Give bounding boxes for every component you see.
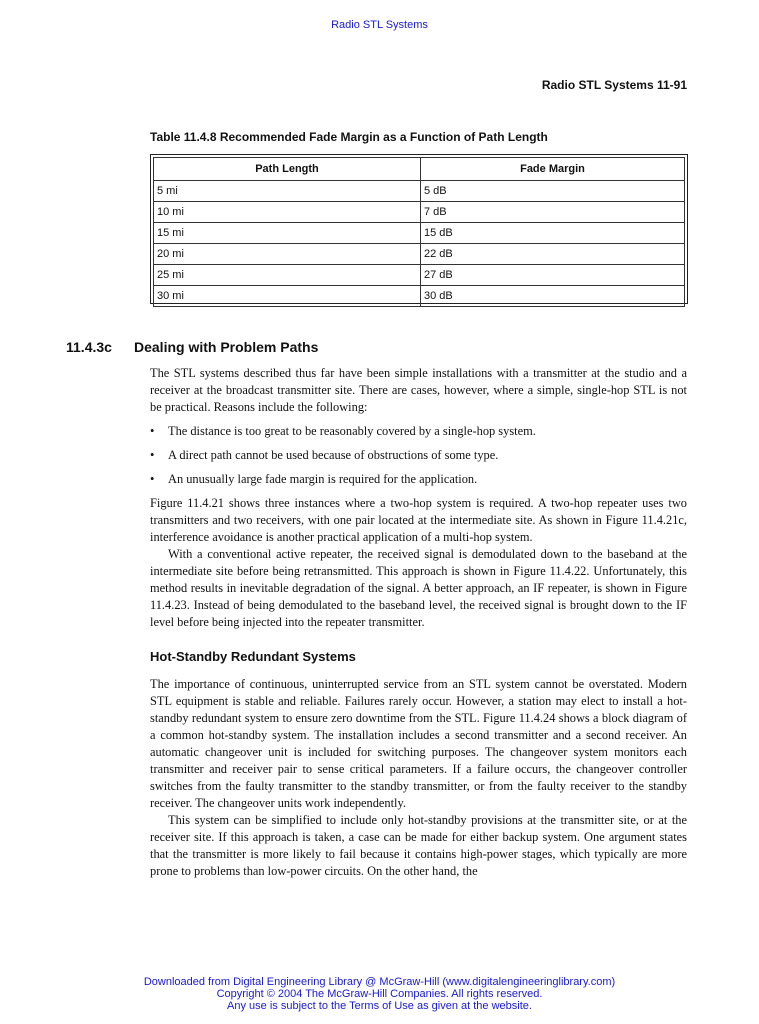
path-length-cell: 20 mi — [154, 244, 421, 265]
top-header-link[interactable]: Radio STL Systems — [331, 19, 428, 31]
footer — [0, 976, 759, 1012]
body-paragraph: This system can be simplified to include only hot-standby provisions at the transmitter site, or at the receiver site. If this approach is taken, a case can be made for either backup system. One argument states that the transmitter is more likely to fail because it contains high-power stages, which typically are more prone to problems than low-power circuits. On the other hand, the — [150, 813, 687, 878]
fade-margin-table — [153, 157, 685, 307]
section-body — [150, 365, 687, 631]
fade-margin-table-frame — [150, 154, 688, 304]
footer-terms-link[interactable]: Any use is subject to the Terms of Use as given at the website. — [227, 1000, 532, 1012]
fade-margin-cell: 15 dB — [421, 223, 685, 244]
table-row — [154, 244, 685, 265]
running-head: Radio STL Systems 11-91 — [541, 78, 687, 92]
table-row — [154, 202, 685, 223]
subsection-heading: Hot-Standby Redundant Systems — [150, 649, 356, 664]
section-heading — [66, 339, 318, 355]
column-header: Fade Margin — [421, 158, 685, 181]
path-length-cell: 15 mi — [154, 223, 421, 244]
fade-margin-cell: 5 dB — [421, 181, 685, 202]
list-item: • An unusually large fade margin is required for the application. — [150, 472, 478, 486]
list-item: • A direct path cannot be used because of obstructions of some type. — [150, 448, 499, 462]
intro-paragraph: The STL systems described thus far have been simple installations with a transmitter at the studio and a receiver at the broadcast transmitter site. There are cases, however, where a simple, single-hop STL is not be practical. Reasons include the following: — [150, 366, 687, 414]
section-number: 11.4.3c — [66, 339, 112, 355]
section-title: Dealing with Problem Paths — [134, 339, 319, 355]
table-row — [154, 181, 685, 202]
path-length-cell: 10 mi — [154, 202, 421, 223]
reasons-list — [150, 423, 687, 495]
column-header: Path Length — [154, 158, 421, 181]
fade-margin-cell: 22 dB — [421, 244, 685, 265]
path-length-cell: 30 mi — [154, 286, 421, 307]
body-paragraph: The importance of continuous, uninterrupted service from an STL system cannot be overstated. Modern STL equipment is stable and reliable. Failures rarely occur. However, a station may elect to install a hot-standby redundant system to ensure zero downtime from the STL. Figure 11.4.24 shows a block diagram of a common hot-standby system. The installation includes a second transmitter and a second receiver. An automatic changeover unit is included for switching purposes. The changeover system monitors each transmitter and receiver pair to sense critical parameters. If a failure occurs, the changeover controller switches from the faulty transmitter to the standby transmitter, or from the faulty receiver to the standby receiver. The changeover units work independently. — [150, 677, 687, 810]
body-paragraph: Figure 11.4.21 shows three instances where a two-hop system is required. A two-hop repeater uses two transmitters and two receivers, with one pair located at the intermediate site. As shown in Figure 11.4.21c, interference avoidance is another practical application of a multi-hop system. — [150, 496, 687, 544]
list-item: • The distance is too great to be reasonably covered by a single-hop system. — [150, 424, 536, 438]
table-caption: Table 11.4.8 Recommended Fade Margin as a Function of Path Length — [150, 130, 548, 144]
fade-margin-cell: 7 dB — [421, 202, 685, 223]
footer-download-link[interactable]: Downloaded from Digital Engineering Library @ McGraw-Hill (www.digitalengineeringlibrary.com) — [143, 976, 616, 988]
table-row — [154, 286, 685, 307]
table-row — [154, 265, 685, 286]
footer-copyright: Copyright © 2004 The McGraw-Hill Companies. All rights reserved. — [216, 988, 543, 1000]
body-paragraph: With a conventional active repeater, the received signal is demodulated down to the baseband at the intermediate site before being retransmitted. This approach is shown in Figure 11.4.22. Unfortunately, this method results in inevitable degradation of the signal. A better approach, an IF repeater, is shown in Figure 11.4.23. Instead of being demodulated to the baseband level, the received signal is brought down to the IF level before being injected into the repeater transmitter. — [150, 547, 687, 629]
subsection-body — [150, 676, 687, 880]
path-length-cell: 5 mi — [154, 181, 421, 202]
path-length-cell: 25 mi — [154, 265, 421, 286]
fade-margin-cell: 27 dB — [421, 265, 685, 286]
fade-margin-cell: 30 dB — [421, 286, 685, 307]
table-row — [154, 223, 685, 244]
table-header-row — [154, 158, 685, 181]
